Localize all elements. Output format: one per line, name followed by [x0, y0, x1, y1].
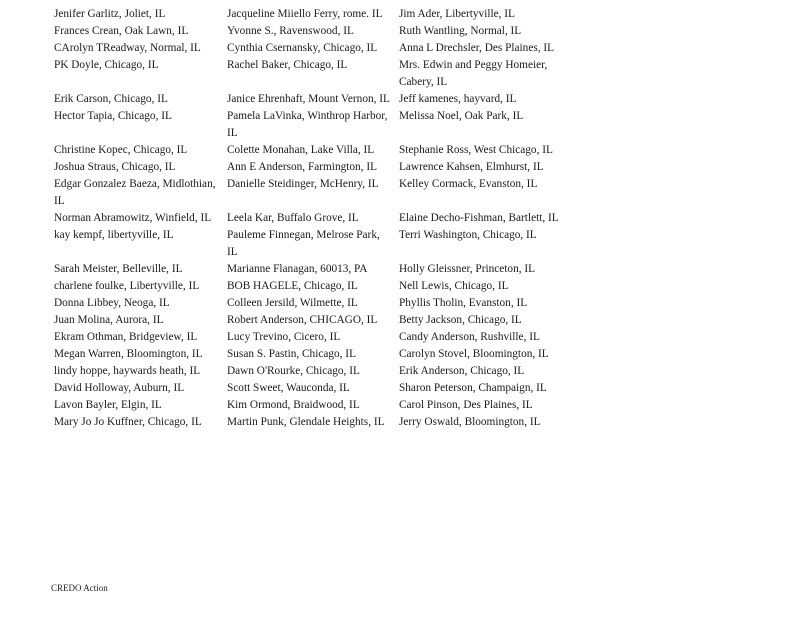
- signature-row: [54, 57, 574, 91]
- signature-cell: [54, 91, 227, 108]
- signer-entry: Betty Jackson, Chicago, IL: [399, 314, 522, 326]
- signature-cell: [54, 6, 227, 23]
- signer-entry: Stephanie Ross, West Chicago, IL: [399, 144, 553, 156]
- signature-cell: [227, 159, 399, 176]
- signer-entry: Kim Ormond, Braidwood, IL: [227, 399, 360, 411]
- signer-entry: BOB HAGELE, Chicago, IL: [227, 280, 358, 292]
- signature-cell: [227, 40, 399, 57]
- signature-cell: [399, 312, 574, 329]
- signature-cell: [227, 329, 399, 346]
- signature-cell: [399, 40, 574, 57]
- signature-row: [54, 227, 574, 261]
- signer-entry: Donna Libbey, Neoga, IL: [54, 297, 170, 309]
- signature-cell: [399, 295, 574, 312]
- signature-cell: [227, 346, 399, 363]
- signature-cell: [54, 295, 227, 312]
- signer-entry: Sarah Meister, Belleville, IL: [54, 263, 183, 275]
- signer-entry: Mrs. Edwin and Peggy Homeier, Cabery, IL: [399, 59, 548, 88]
- signature-cell: [399, 414, 574, 431]
- signature-cell: [54, 176, 227, 210]
- signer-entry: Dawn O'Rourke, Chicago, IL: [227, 365, 360, 377]
- signature-cell: [399, 176, 574, 210]
- signature-cell: [54, 414, 227, 431]
- signature-cell: [227, 380, 399, 397]
- signer-entry: Lawrence Kahsen, Elmhurst, IL: [399, 161, 544, 173]
- signature-cell: [399, 380, 574, 397]
- signer-entry: Christine Kopec, Chicago, IL: [54, 144, 188, 156]
- signature-cell: [54, 346, 227, 363]
- signature-table: [54, 6, 574, 431]
- signer-entry: Martin Punk, Glendale Heights, IL: [227, 416, 385, 428]
- signer-entry: Colette Monahan, Lake Villa, IL: [227, 144, 375, 156]
- signer-entry: Mary Jo Jo Kuffner, Chicago, IL: [54, 416, 202, 428]
- footer-label: CREDO Action: [51, 583, 108, 593]
- signature-cell: [227, 6, 399, 23]
- signature-cell: [399, 142, 574, 159]
- signature-cell: [227, 278, 399, 295]
- signature-row: [54, 23, 574, 40]
- signature-row: [54, 380, 574, 397]
- signer-entry: Jacqueline Miiello Ferry, rome. IL: [227, 8, 383, 20]
- signature-cell: [399, 329, 574, 346]
- signer-entry: Marianne Flanagan, 60013, PA: [227, 263, 368, 275]
- signature-cell: [227, 23, 399, 40]
- signature-cell: [54, 210, 227, 227]
- signature-cell: [54, 397, 227, 414]
- signature-row: [54, 40, 574, 57]
- signer-entry: Erik Carson, Chicago, IL: [54, 93, 168, 105]
- signature-row: [54, 210, 574, 227]
- signature-cell: [227, 210, 399, 227]
- signer-entry: Candy Anderson, Rushville, IL: [399, 331, 540, 343]
- signature-row: [54, 261, 574, 278]
- signature-cell: [54, 142, 227, 159]
- signature-row: [54, 6, 574, 23]
- signer-entry: David Holloway, Auburn, IL: [54, 382, 185, 394]
- signer-entry: kay kempf, libertyville, IL: [54, 229, 174, 241]
- signer-entry: Norman Abramowitz, Winfield, IL: [54, 212, 212, 224]
- signature-row: [54, 414, 574, 431]
- signer-entry: Melissa Noel, Oak Park, IL: [399, 110, 524, 122]
- signer-entry: Erik Anderson, Chicago, IL: [399, 365, 525, 377]
- signature-cell: [54, 23, 227, 40]
- signer-entry: Scott Sweet, Wauconda, IL: [227, 382, 350, 394]
- signature-cell: [54, 363, 227, 380]
- signature-row: [54, 329, 574, 346]
- signature-cell: [399, 23, 574, 40]
- signature-cell: [54, 40, 227, 57]
- signer-entry: Hector Tapia, Chicago, IL: [54, 110, 172, 122]
- signer-entry: Edgar Gonzalez Baeza, Midlothian, IL: [54, 178, 216, 207]
- signature-row: [54, 346, 574, 363]
- signature-cell: [399, 346, 574, 363]
- signature-cell: [399, 227, 574, 261]
- signer-entry: Carol Pinson, Des Plaines, IL: [399, 399, 533, 411]
- signer-entry: Nell Lewis, Chicago, IL: [399, 280, 509, 292]
- signer-entry: Frances Crean, Oak Lawn, IL: [54, 25, 189, 37]
- signature-cell: [54, 312, 227, 329]
- signer-entry: Jerry Oswald, Bloomington, IL: [399, 416, 541, 428]
- signature-row: [54, 278, 574, 295]
- signer-entry: Lucy Trevino, Cicero, IL: [227, 331, 341, 343]
- signer-entry: Holly Gleissner, Princeton, IL: [399, 263, 536, 275]
- signature-cell: [54, 329, 227, 346]
- signer-entry: Pauleme Finnegan, Melrose Park, IL: [227, 229, 380, 258]
- signature-cell: [399, 6, 574, 23]
- signer-entry: Cynthia Csernansky, Chicago, IL: [227, 42, 378, 54]
- signer-entry: Phyllis Tholin, Evanston, IL: [399, 297, 528, 309]
- signature-cell: [227, 91, 399, 108]
- signature-row: [54, 91, 574, 108]
- signature-cell: [227, 414, 399, 431]
- signature-cell: [227, 108, 399, 142]
- signature-cell: [227, 261, 399, 278]
- signature-cell: [54, 108, 227, 142]
- signer-entry: Kelley Cormack, Evanston, IL: [399, 178, 538, 190]
- signer-entry: Yvonne S., Ravenswood, IL: [227, 25, 354, 37]
- signer-entry: Anna L Drechsler, Des Plaines, IL: [399, 42, 555, 54]
- signer-entry: Carolyn Stovel, Bloomington, IL: [399, 348, 549, 360]
- signature-row: [54, 108, 574, 142]
- signer-entry: Lavon Bayler, Elgin, IL: [54, 399, 162, 411]
- signature-cell: [227, 142, 399, 159]
- signer-entry: PK Doyle, Chicago, IL: [54, 59, 159, 71]
- signer-entry: Susan S. Pastin, Chicago, IL: [227, 348, 356, 360]
- signature-cell: [227, 176, 399, 210]
- signer-entry: Juan Molina, Aurora, IL: [54, 314, 164, 326]
- signature-table-body: [54, 6, 574, 431]
- signature-row: [54, 295, 574, 312]
- signer-entry: Leela Kar, Buffalo Grove, IL: [227, 212, 359, 224]
- signer-entry: Jim Ader, Libertyville, IL: [399, 8, 515, 20]
- signature-cell: [399, 278, 574, 295]
- signature-cell: [227, 363, 399, 380]
- signer-entry: Danielle Steidinger, McHenry, IL: [227, 178, 379, 190]
- signer-entry: Megan Warren, Bloomington, IL: [54, 348, 203, 360]
- signer-entry: Sharon Peterson, Champaign, IL: [399, 382, 547, 394]
- signature-cell: [54, 261, 227, 278]
- signature-cell: [399, 261, 574, 278]
- signature-cell: [227, 57, 399, 91]
- signer-entry: lindy hoppe, haywards heath, IL: [54, 365, 201, 377]
- signer-entry: Elaine Decho-Fishman, Bartlett, IL: [399, 212, 559, 224]
- signer-entry: Jeff kamenes, hayvard, IL: [399, 93, 517, 105]
- signer-entry: Pamela LaVinka, Winthrop Harbor, IL: [227, 110, 388, 139]
- signature-cell: [54, 278, 227, 295]
- signature-cell: [399, 108, 574, 142]
- signer-entry: Janice Ehrenhaft, Mount Vernon, IL: [227, 93, 390, 105]
- signature-row: [54, 176, 574, 210]
- signer-entry: Ruth Wantling, Normal, IL: [399, 25, 522, 37]
- signer-entry: charlene foulke, Libertyville, IL: [54, 280, 200, 292]
- signature-cell: [227, 312, 399, 329]
- signature-cell: [399, 57, 574, 91]
- signature-cell: [54, 380, 227, 397]
- signer-entry: Rachel Baker, Chicago, IL: [227, 59, 348, 71]
- signer-entry: Colleen Jersild, Wilmette, IL: [227, 297, 358, 309]
- signer-entry: Jenifer Garlitz, Joliet, IL: [54, 8, 166, 20]
- signature-row: [54, 363, 574, 380]
- signature-row: [54, 312, 574, 329]
- signature-row: [54, 159, 574, 176]
- signer-entry: Ann E Anderson, Farmington, IL: [227, 161, 377, 173]
- signature-row: [54, 142, 574, 159]
- signature-cell: [227, 295, 399, 312]
- signer-entry: CArolyn TReadway, Normal, IL: [54, 42, 201, 54]
- signer-entry: Ekram Othman, Bridgeview, IL: [54, 331, 198, 343]
- signature-cell: [54, 227, 227, 261]
- signer-entry: Terri Washington, Chicago, IL: [399, 229, 537, 241]
- signature-cell: [399, 159, 574, 176]
- signature-cell: [54, 159, 227, 176]
- signature-row: [54, 397, 574, 414]
- signature-cell: [399, 210, 574, 227]
- signature-cell: [399, 91, 574, 108]
- signature-cell: [227, 397, 399, 414]
- signer-entry: Robert Anderson, CHICAGO, IL: [227, 314, 378, 326]
- signature-cell: [54, 57, 227, 91]
- signature-cell: [227, 227, 399, 261]
- signature-cell: [399, 397, 574, 414]
- signature-cell: [399, 363, 574, 380]
- signer-entry: Joshua Straus, Chicago, IL: [54, 161, 176, 173]
